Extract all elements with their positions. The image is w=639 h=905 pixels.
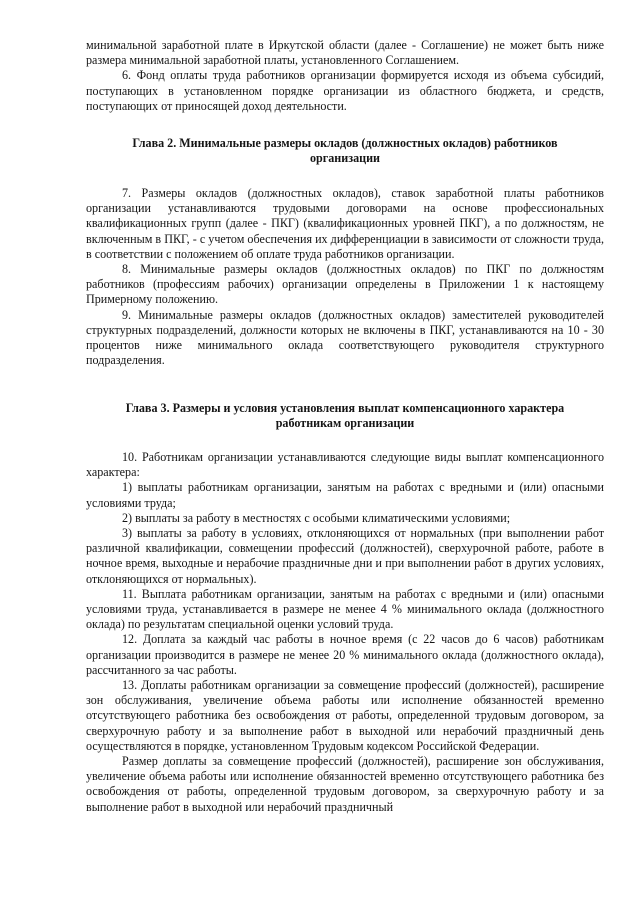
paragraph-8: 8. Минимальные размеры окладов (должностных окладов) по ПКГ по должностям работников (профессиям рабочих) организации определены в Приложении 1 к настоящему Примерному положению. <box>86 262 604 307</box>
chapter-2-heading-line-2: организации <box>309 151 381 166</box>
chapter-2-heading <box>86 136 604 166</box>
chapter-3-heading <box>86 401 604 431</box>
paragraph-9: 9. Минимальные размеры окладов (должностных окладов) заместителей руководителей структурных подразделений, должности которых не включены в ПКГ, устанавливаются на 10 - 30 процентов ниже минимального оклада соответствующего руководителя структурного подразделения. <box>86 307 604 368</box>
chapter-2-heading-line-1: Глава 2. Минимальные размеры окладов (должностных окладов) работников <box>132 136 558 150</box>
paragraph-group-chapter-2 <box>86 186 604 368</box>
paragraph-10: 10. Работникам организации устанавливаются следующие виды выплат компенсационного характера: <box>86 450 604 480</box>
chapter-3-heading-line-2: работникам организации <box>275 416 415 431</box>
list-item-2: 2) выплаты за работу в местностях с особыми климатическими условиями; <box>122 510 511 525</box>
paragraph-6: 6. Фонд оплаты труда работников организации формируется исходя из объема субсидий, поступающих в установленном порядке организации из областного бюджета, и средств, поступающих от приносящей доход деятельности. <box>86 68 604 113</box>
paragraph-group-intro <box>86 38 604 114</box>
paragraph-5-continuation: минимальной заработной плате в Иркутской области (далее - Соглашение) не может быть ниже размера минимальной заработной платы, установленного Соглашением. <box>86 38 604 68</box>
paragraph-13: 13. Доплаты работникам организации за совмещение профессий (должностей), расширение зон обслуживания, увеличение объема работы или исполнение обязанностей временно отсутствующего работника без освобождения от работы, определенной трудовым договором, за сверхурочную работу и за выполнение работ в выходной или нерабочий праздничный день осуществляются в порядке, установленном Трудовым кодексом Российской Федерации. <box>86 678 604 753</box>
paragraph-11: 11. Выплата работникам организации, занятым на работах с вредными и (или) опасными условиями труда, устанавливается в размере не менее 4 % минимального оклада (должностного оклада) по результатам специальной оценки условий труда. <box>86 586 604 632</box>
paragraph-13-continuation: Размер доплаты за совмещение профессий (должностей), расширение зон обслуживания, увеличение объема работы или исполнение обязанностей временно отсутствующего работника без освобождения от работы, определенной трудовым договором, за сверхурочную работу и за выполнение работ в выходной или нерабочий праздничный <box>86 754 604 814</box>
paragraph-group-chapter-3 <box>86 450 604 815</box>
list-item-3: 3) выплаты за работу в условиях, отклоняющихся от нормальных (при выполнении работ различной квалификации, совмещении профессий (должностей), сверхурочной работе, работе в ночное время, выходные и нерабочие праздничные дни и при выполнении работ в других условиях, отклоняющихся от нормальных). <box>86 526 604 586</box>
paragraph-7: 7. Размеры окладов (должностных окладов), ставок заработной платы работников организации устанавливаются трудовыми договорами на основе профессиональных квалификационных групп (далее - ПКГ) (квалификационных уровней ПКГ), а по должностям, не включенным в ПКГ, - с учетом обеспечения их дифференциации в зависимости от сложности труда, в соответствии с положением об оплате труда работников организации. <box>86 186 604 261</box>
list-item-1: 1) выплаты работникам организации, занятым на работах с вредными и (или) опасными условиями труда; <box>86 480 604 510</box>
paragraph-12: 12. Доплата за каждый час работы в ночное время (с 22 часов до 6 часов) работникам организации производится в размере не менее 20 % минимального оклада (должностного оклада), рассчитанного за час работы. <box>86 632 604 677</box>
chapter-3-heading-line-1: Глава 3. Размеры и условия установления выплат компенсационного характера <box>125 401 565 415</box>
